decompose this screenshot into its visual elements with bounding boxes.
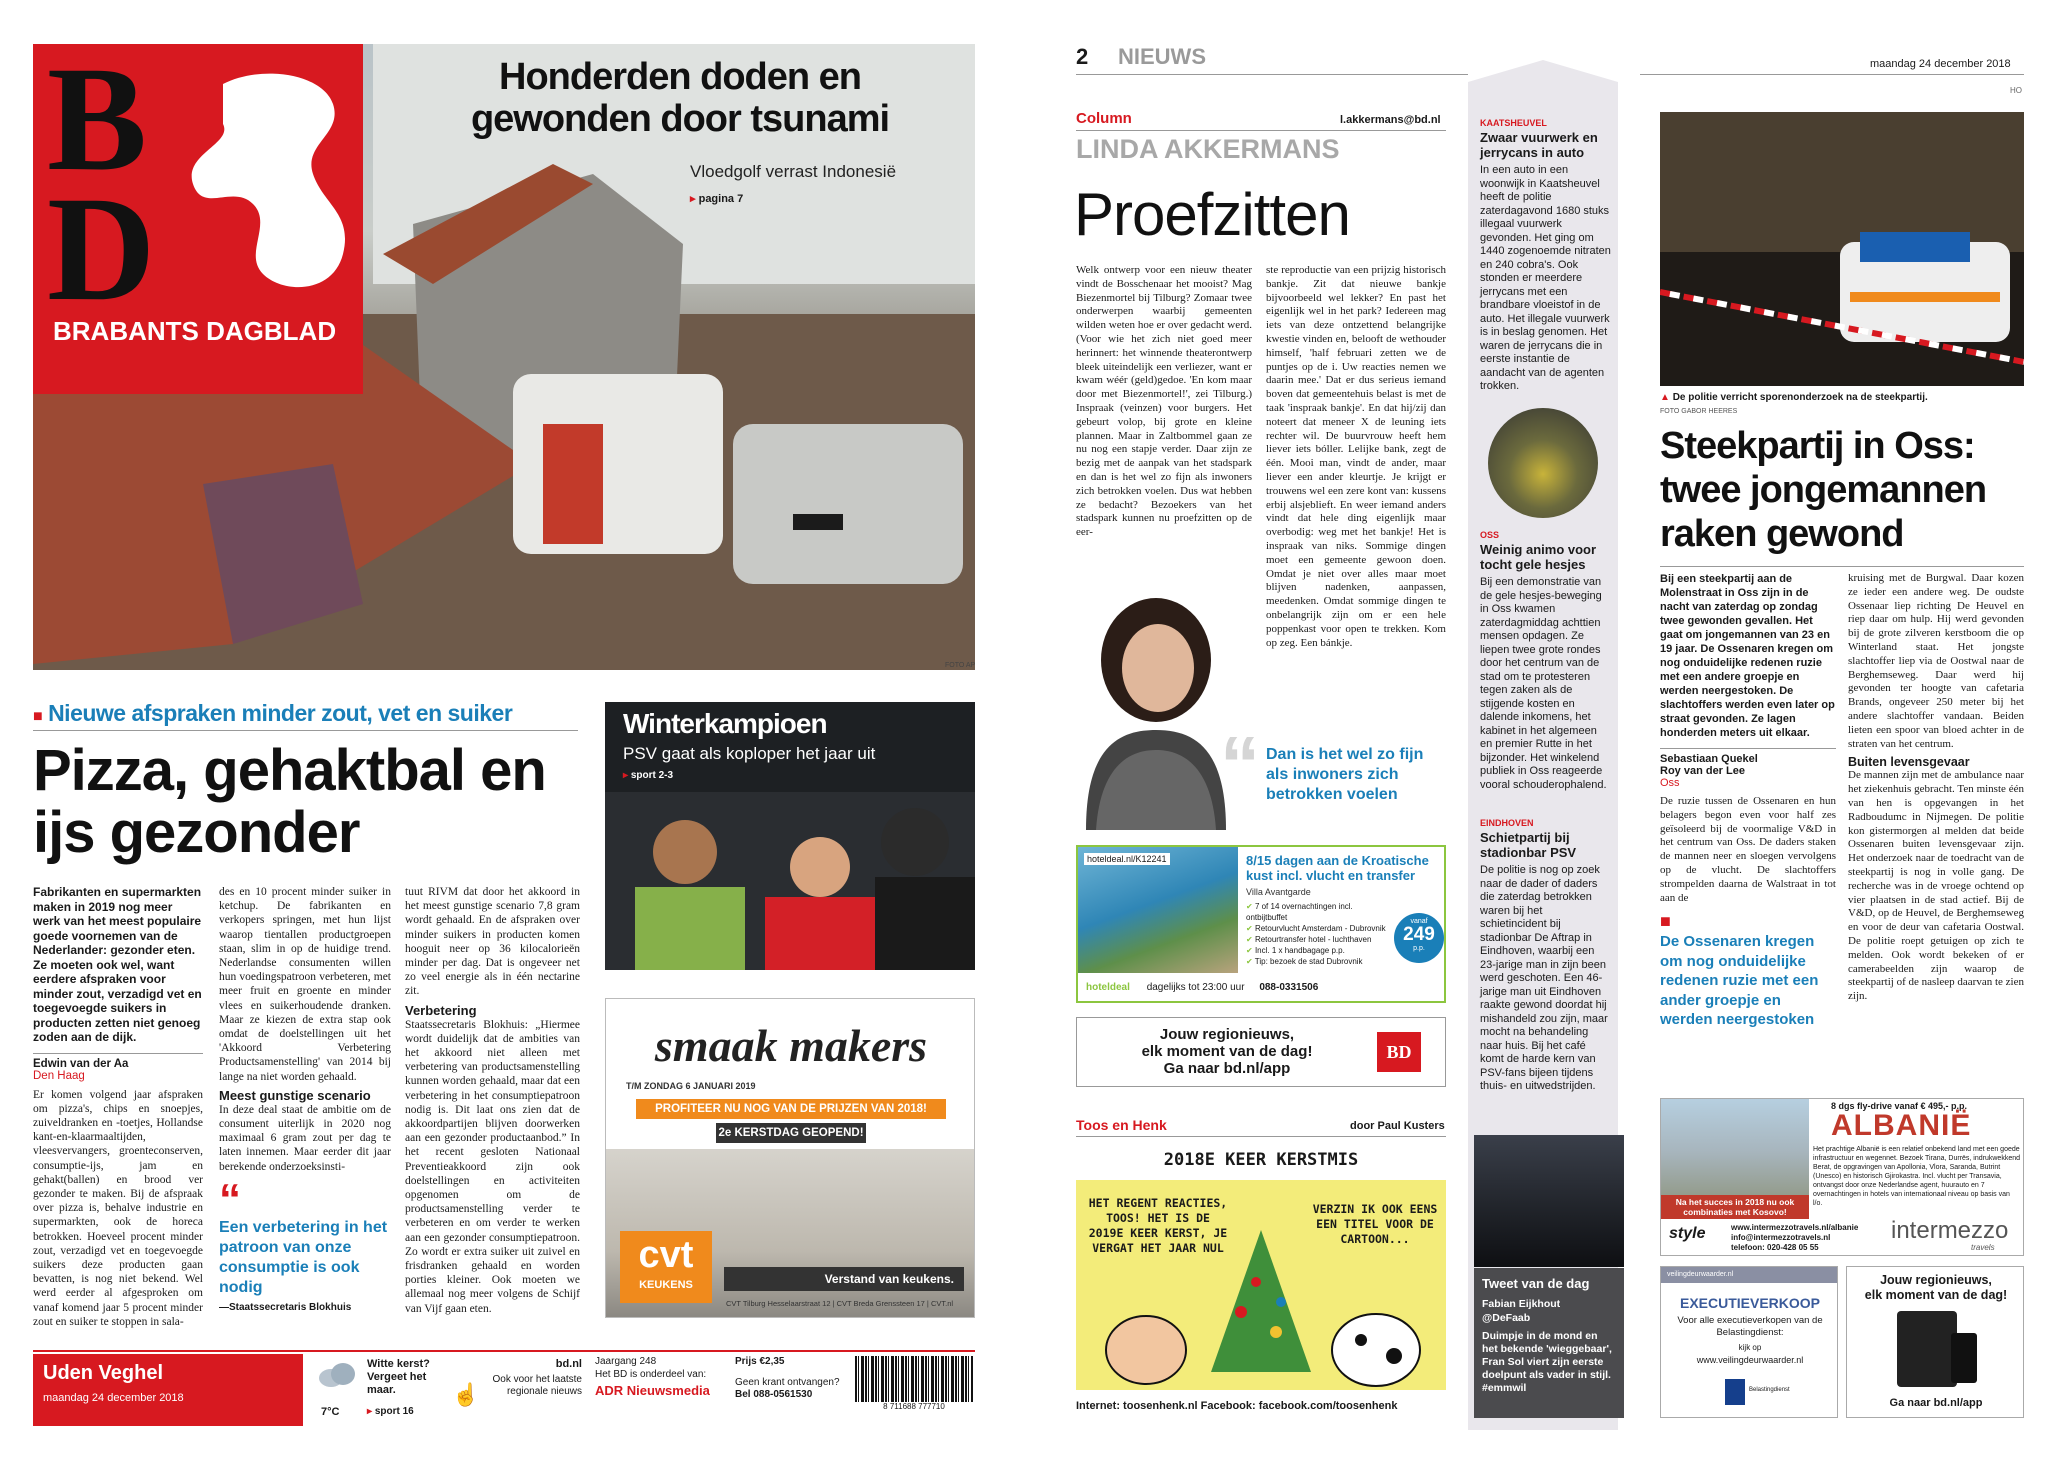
promo-app-2[interactable]: Jouw regionieuws, elk moment van de dag! Ga naar bd.nl/app — [1846, 1266, 2024, 1418]
section-name: NIEUWS — [1118, 44, 1206, 69]
oss-col-1: Bij een steekpartij aan de Molenstraat in Oss zijn in de nacht van zaterdag op zondag twee gewonden gevallen. Het gaat om jongemannen van 23 en 19 jaar. De Ossenaren kregen om nog onduidelijke redenen ruzie met een andere groepje en werden neergestoken. De slachtoffers werden even later op straat gevonden. Ze lagen honderden meters uit elkaar. Sebastiaan Quekel Roy van der Lee Oss De ruzie tussen de Ossenaren en hun belagers begon even voor half zes geïsoleerd bij de voormalige V&D in het centrum van Oss. De daders staken de mannen neer en sloegen vervolgens op de vlucht. De slachtoffers strompelden daarna de Walstraat in tot aan de ■ De Ossenaren kregen om nog onduidelijke redenen ruzie met een ander groepje en werden neergestoken — [1660, 573, 1836, 1029]
article-col-3 — [405, 885, 580, 1316]
barcode: 8 711688 777710 — [855, 1356, 973, 1416]
article-body-3a: tuut RIVM dat door het akkoord in het meest gunstige scenario 7,8 gram wordt gehaald. En de afspraken over minder suikers in producten komen hooguit neer op 36 kilocalorieën minder per dag. Dat is ongeveer net zo veel energie als in één nectarine zit. — [405, 886, 580, 998]
footer-publisher: Jaargang 248 Het BD is onderdeel van: ADR Nieuwsmedia — [595, 1356, 710, 1398]
ad-albanie[interactable]: Na het succes in 2018 nu ook combinaties met Kosovo! 8 dgs fly-drive vanaf € 495,- p.p. ALBANIË Het prachtige Albanië is een relatief onbekend land met een goede infrastructuur en wegennet. Bezoek Tirana, Durrës, indrukwekkend Berat, de opgravingen van Apollonia, Vlora, Saranda, Butrint (Unesco) en historisch Gjirokastra. Incl. vlucht per Transavia, ontvangst door onze Nederlandse agent, huurauto en 7 overnachtingen in hotels van internationaal niveau op basis van l/o. style www.intermezzotravels.nl/albanie info@intermezzotravels.nl telefoon: 020-428 05 55 intermezzo travels — [1660, 1098, 2024, 1256]
article-col-1 — [33, 885, 203, 1329]
lead-page-ref[interactable]: ▸ pagina 7 — [690, 193, 744, 205]
article-intro: Fabrikanten en supermarkten maken in 2019 nog meer werk van het meest populaire goede voornemen van de Nederlander: gezonder eten. Ze moeten ook wel, want eerdere afspraken voor minder zout, verzadigd vet en toegevoegde suikers in producten zetten niet genoeg zoden aan de dijk. — [33, 885, 202, 1044]
oss-col-2: kruising met de Burgwal. Daar kozen ze ieder een andere weg. De oudste Ossenaar liep richting De Heuvel en riep daar om hulp. Hij werd gevonden bij de grote zilveren kerstboom die op Winterland staat. Het jongste slachtoffer liep via de Oostwal naar de Berghemseweg. Daar werd hij gevonden ter hoogte van cafetaria Brands, ongeveer 250 meter bij het andere slachtoffer vandaan. Beiden lieten een spoor van bloed achter in de straten van het centrum. Buiten levensgevaar De mannen zijn met de ambulance naar het ziekenhuis gebracht. Ten minste één van hen is opgevangen in het Radboudumc in Nijmegen. De politie kon gistermorgen al melden dat beide Ossenaren buiten levensgevaar zijn. Het onderzoek naar de toedracht van de steekpartij is nog in volle gang. De recherche was in de vroege ochtend op vier plaatsen in de stad actief. Bij de V&D, op de Heuvel, de Berghemseweg en voor de deur van cafetaria Oostwal. De politie roept getuigen op zich te melden. Ook wordt bekeken of er camerabeelden zijn waarop de steekpartij of de nasleep daarvan te zien zijn. — [1848, 572, 2024, 1003]
column-email[interactable]: l.akkermans@bd.nl — [1340, 114, 1441, 126]
article-quote-by: —Staatssecretaris Blokhuis — [219, 1301, 352, 1313]
cloud-icon — [317, 1360, 357, 1390]
tweet-box: Tweet van de dag Fabian Eijkhout @DeFaab Duimpje in de mond en het bekende 'wieggebaar', Fran Sol viert zijn eerste doelpunt als vader in stijl. #emmwil — [1474, 1268, 1624, 1418]
footer-site[interactable]: ☝ bd.nl Ook voor het laatste regionale nieuws — [452, 1358, 582, 1407]
ad-slogan: Verstand van keukens. — [724, 1267, 964, 1291]
side-photo-oss — [1488, 408, 1598, 518]
page-number: 2 — [1076, 44, 1089, 69]
article-dateline: Den Haag — [33, 1069, 85, 1082]
comic-characters-icon — [1076, 1270, 1446, 1390]
ad-banner-2: 2e KERSTDAG GEOPEND! — [716, 1123, 866, 1143]
ad-logo: cvt KEUKENS — [620, 1231, 712, 1303]
photo-credit: FOTO AP — [945, 662, 976, 669]
oss-quote: De Ossenaren kregen om nog onduidelijke redenen ruzie met een ander groepje en werden neergestoken — [1660, 933, 1819, 1029]
hand-pointer-icon: ☝ — [452, 1382, 480, 1407]
lead-subheadline: Vloedgolf verrast Indonesië — [690, 162, 897, 181]
comic-balloon-2: VERZIN IK OOK EENS EEN TITEL VOOR DE CARTOON... — [1312, 1202, 1438, 1246]
sport-title: Winterkampioen — [623, 708, 827, 739]
police-caption: ▲ De politie verricht sporenonderzoek na de steekpartij. — [1660, 392, 1928, 403]
comic-label: Toos en Henk — [1076, 1117, 1167, 1133]
side-item-3: EINDHOVEN Schietpartij bij stadionbar PSV De politie is nog op zoek naar de dader of daders die zaterdag betrokken waren bij het schietincident bij stadionbar De Aftrap in Eindhoven, waarbij een 23-jarige man in zijn been werd geschoten. Een 46-jarige man uit Eindhoven raakte gewond doordat hij mishandeld zou zijn, maar mocht na behandeling naar huis. Bij het café komt de harde kern van PSV-fans bijeen tijdens thuis- en uitwedstrijden. — [1480, 818, 1608, 1092]
page-corner: HO — [2010, 86, 2022, 95]
article-body-2b: In deze deal staat de ambitie om de consument uiterlijk in 2020 nog maximaal 6 gram zout per dag te laten innemen. Maar eerder dit jaar berekende onderzoeksinsti- — [219, 1103, 391, 1173]
column-quote-mark-icon: “ — [1220, 720, 1260, 809]
column-label: Column — [1076, 110, 1132, 127]
comic-author: door Paul Kusters — [1350, 1120, 1445, 1132]
sport-teaser[interactable] — [605, 702, 975, 970]
sport-ref: ▸ sport 2-3 — [623, 770, 674, 781]
article-subhead-2: Verbetering — [405, 1002, 477, 1018]
article-body-3b: Staatssecretaris Blokhuis: „Hiermee wordt duidelijk dat de ambities van het akkoord niet alleen met verbetering van productsamenstelling kunnen worden gehaald, maar dat een verbetering in het consumptiepatroon nodig is. Dit laat ons zien dat de akkoordpartijen blijven doorwerken aan een gezonder productaanbod.” In het recent gesloten Nationaal Preventieakkoord zijn ook doelstellingen en activiteiten opgenomen om de productsamenstelling verder te verbeteren en om verder te werken aan een gezonder consumptiepatroon. Zo wordt er extra suiker uit zuivel en frisdranken gehaald en worden porties kleiner. Ook moeten we allemaal nog meer volgens de Schijf van Vijf gaan eten. — [405, 1018, 580, 1315]
oss-headline: Steekpartij in Oss: twee jongemannen raken gewond — [1660, 425, 1987, 555]
ad-executieverkoop[interactable]: veilingdeurwaarder.nl EXECUTIEVERKOOP Voor alle executieverkopen van de Belastingdienst: kijk op www.veilingdeurwaarder.nl Belastingdienst — [1660, 1266, 1838, 1418]
column-col-1: Welk ontwerp voor een nieuw theater vindt de Bosschenaar het mooist? Mag Biezenmortel bij Tilburg? Zomaar twee onderwerpen waarbij gemeenten wilden weten hoe er over gedacht werd. (Voor wie het zich niet goed meer herinnert: het winnende theaterontwerp bleek uiteindelijk een verliezer, want er kwam wéér (geld)gedoe. 'En kom maar door met Biezenmortel!', zei Tilburg.) Inspraak (veinzen) voor burgers. Het gebeurt volop, bij grote en kleine plannen. Maar in Zaltbommel gaan ze nu nog een stapje verder. Daar zijn ze bezig met de aanpak van het stadspark en dan is het wel zo fijn als inwoners zich betrokken voelen. Dus wat hebben ze bedacht? Bezoekers van het stadspark kunnen nu proefzitten op de eer- — [1076, 264, 1252, 539]
police-credit: FOTO GABOR HEERES — [1660, 408, 1738, 415]
masthead-logo[interactable] — [33, 36, 363, 394]
hoteldeal-price: vanaf 249 p.p. — [1394, 913, 1444, 963]
article-quote: Een verbetering in het patroon van onze consumptie is ook nodig — [219, 1218, 388, 1296]
tweet-photo — [1474, 1135, 1624, 1267]
main-headline: Pizza, gehaktbal en ijs gezonder — [33, 738, 546, 865]
sport-subtitle: PSV gaat als koploper het jaar uit — [623, 744, 876, 763]
comic-web[interactable]: Internet: toosenhenk.nl Facebook: facebook.com/toosenhenk — [1076, 1400, 1398, 1412]
article-body-2a: des en 10 procent minder suiker in ketchup. De fabrikanten en verkopers springen, met hun lijst waarop tientallen productgroepen staan, slim in op de huidige trend. Nederlandse consumenten willen hun voedingspatroon verbeteren, met meer fruit en groente en minder vlees en suikerhoudende dranken. Maar ze kiezen de extra stap ook omdat de doelstellingen uit het 'Akkoord Verbetering Productsamenstelling' van 2014 bij lange na niet worden gehaald. — [219, 886, 391, 1083]
footer-region: Uden Veghel maandag 24 december 2018 — [33, 1354, 303, 1426]
column-title: Proefzitten — [1074, 181, 1350, 248]
police-photo — [1660, 112, 2024, 386]
column-col-2: ste reproductie van een prijzig historisch bankje. Zit dat nieuwe bankje bijvoorbeeld wel lekker? En past het eigenlijk wel in het park? Iedereen mag iets van deze ontzettend belangrijke kwestie vinden en, belooft de wethouder himself, 'half februari zetten we de puntjes op de i. Uw reacties nemen we daarin mee.' Dat er dus serieus iemand boven dat gemeentehuis belast is met de taak 'inspraak bankje'. En dat hij/zij dan noteert dat meneer X de leuning iets rechter wil. De buurvrouw heeft hem liever iets bóller. Lelijke bank, zegt de één. Mooi man, vindt de ander, maar liever een ander kleurtje. Je krijgt er trouwens wel een zere kont van: kussens erbij alsjeblieft. En weer iemand anders vindt dat hele ding eigenlijk maar overbodig: weg met het bankje! Het is inspraak van niks. Sommige dingen moet een gemeente gewoon doen. Omdat je niet over alles maar moet blijven nadenken, aanpassen, meedenken. Omdat sommige dingen te onbelangrijk zijn om er een hele poppenkast voor open te trekken. Kom op zeg. Een bánkje. — [1266, 264, 1446, 649]
lion-icon — [183, 64, 353, 304]
logo-name: BRABANTS DAGBLAD — [53, 316, 337, 346]
hoteldeal-list: ✔ 7 of 14 overnachtingen incl. ontbijtbuffet ✔ Retourvlucht Amsterdam - Dubrovnik ✔ Retourtransfer hotel - luchthaven ✔ Incl. 1 x handbagage p.p. ✔ Tip: bezoek de stad Dubrovnik — [1246, 902, 1386, 966]
logo-letters: BD — [47, 36, 156, 332]
hoteldeal-title: 8/15 dagen aan de Kroatische kust incl. vlucht en transfer — [1246, 853, 1429, 883]
comic-title: 2018E KEER KERSTMIS — [1163, 1150, 1359, 1170]
footer-price: Prijs €2,35 Geen krant ontvangen? Bel 088-0561530 — [735, 1356, 840, 1400]
bd-logo-icon: BD — [1377, 1032, 1421, 1072]
footer-weather[interactable]: 7°C Witte kerst? Vergeet het maar. ▸ sport 16 — [315, 1354, 445, 1426]
comic-balloon-1: HET REGENT REACTIES, TOOS! HET IS DE 2019E KEER KERST, JE VERGAT HET JAAR NUL — [1088, 1196, 1228, 1255]
tablet-icon — [1897, 1311, 1957, 1387]
lead-headline: Honderden doden en gewonden door tsunami — [470, 56, 890, 140]
ad-smaakmakers[interactable] — [605, 998, 975, 1318]
column-quote: Dan is het wel zo fijn als inwoners zich betrokken voelen — [1266, 746, 1424, 803]
ad-date: T/M ZONDAG 6 JANUARI 2019 — [626, 1081, 756, 1091]
promo-app-1[interactable]: Jouw regionieuws, elk moment van de dag! Ga naar bd.nl/app BD — [1076, 1017, 1446, 1087]
article-author: Edwin van der Aa — [33, 1057, 129, 1070]
side-item-1: KAATSHEUVEL Zwaar vuurwerk en jerrycans in auto In een auto in een woonwijk in Kaatsheuvel heeft de politie zaterdagavond 1680 stuks illegaal vuurwerk gevonden. Het ging om 1440 zogenoemde nitraten en 240 cobra's. Ook stonden er meerdere jerrycans met een brandbare vloeistof in de auto. Het illegale vuurwerk is in beslag genomen. Het waren de jerrycans die in eerste instantie de aandacht van de agenten trokken. — [1480, 118, 1611, 392]
article-body-1: Er komen volgend jaar afspraken om pizza's, chips en snoepjes, zuiveldranken en -toetjes, Hollandse kant-en-klaarmaaltijden, vleesvervangers, groenteconserven, consumptie-ijs, jam en gehakt(ballen) en brood ver gezonder te maken. Bij de afspraak over pizza is, behalve industrie en supermarkten, ook de horeca betrokken. Hoeveel procent minder zout, verzadigd vet en toegevoegde suikers deze producten gaan bevatten, is nog niet bekend. Wel werd eerder al afgesproken om vanaf komend jaar 5 procent minder zout en suiker te stoppen in sala- — [33, 1088, 203, 1328]
quote-mark-icon: “ — [219, 1174, 241, 1224]
comic-strip — [1076, 1142, 1446, 1390]
phone-icon — [1951, 1333, 1977, 1383]
oss-quote-mark-icon: ■ — [1660, 911, 1671, 932]
kicker: ■ Nieuwe afspraken minder zout, vet en suiker — [33, 700, 513, 726]
columnist-photo — [1076, 580, 1236, 830]
columnist-name: LINDA AKKERMANS — [1076, 134, 1340, 164]
ad-addresses: CVT Tilburg Hesselaarstraat 12 | CVT Breda Grenssteen 17 | CVT.nl — [726, 1299, 954, 1308]
hoteldeal-photo — [1078, 847, 1238, 973]
style-logo-icon: style — [1669, 1225, 1706, 1242]
side-item-2: OSS Weinig animo voor tocht gele hesjes Bij een demonstratie van de gele hesjes-beweging in Oss kwamen zaterdagmiddag achttien mensen opdagen. Ze liepen twee grote rondes door het centrum van de stad om te protesteren tegen zaken als de stijgende kosten en dalende inkomens, het kabinet in het algemeen en premier Rutte in het bijzonder. Het winkelend publiek in Oss reageerde vooral schouderophalend. — [1480, 530, 1607, 791]
page-date: maandag 24 december 2018 — [1870, 58, 2011, 70]
article-subhead-1: Meest gunstige scenario — [219, 1087, 371, 1103]
ad-brand: smaak makers — [654, 1020, 928, 1071]
ad-banner-1: PROFITEER NU NOG VAN DE PRIJZEN VAN 2018! — [636, 1099, 946, 1119]
ad-hoteldeal[interactable]: hoteldeal.nl/K12241 8/15 dagen aan de Kroatische kust incl. vlucht en transfer Villa Avantgarde ✔ 7 of 14 overnachtingen incl. ontbijtbuffet ✔ Retourvlucht Amsterdam - Dubrovnik ✔ Retourtransfer hotel - luchthaven ✔ Incl. 1 x handbagage p.p. ✔ Tip: bezoek de stad Dubrovnik vanaf 249 p.p. hoteldeal dagelijks tot 23:00 uur 088-0331506 — [1076, 845, 1446, 1003]
article-col-2 — [219, 885, 391, 1313]
belastingdienst-logo-icon — [1725, 1379, 1745, 1405]
